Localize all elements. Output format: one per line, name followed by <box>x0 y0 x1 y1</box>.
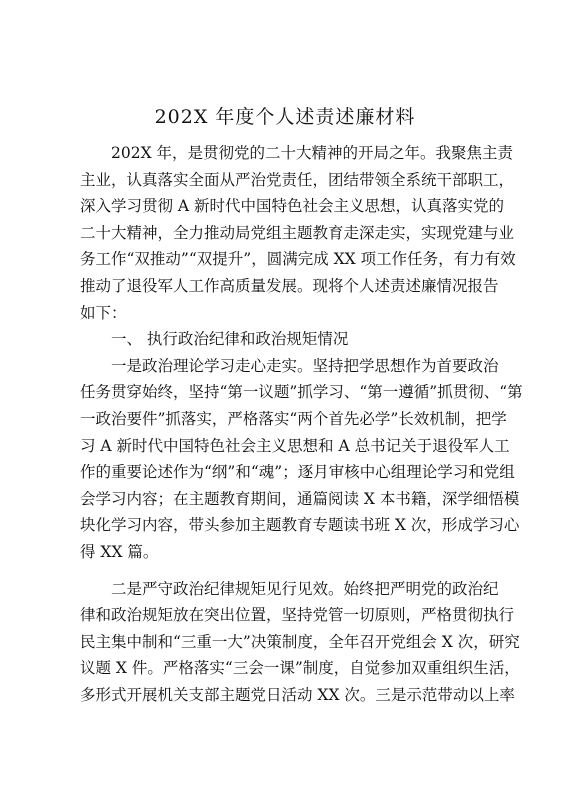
paragraph-line: 多形式开展机关支部主题党日活动 XX 次。三是示范带动以上率 <box>80 685 515 704</box>
paragraph-line: 律和政治规矩放在突出位置，坚持党管一切原则，严格贯彻执行 <box>80 606 515 625</box>
paragraph-line: 202X 年，是贯彻党的二十大精神的开局之年。我聚焦主责 <box>111 144 514 162</box>
paragraph-line: 得 XX 篇。 <box>80 542 159 561</box>
paragraph-line: 议题 X 件。严格落实“三会一课”制度，自觉参加双重组织生活， <box>80 659 520 678</box>
paragraph-line: 深入学习贯彻 A 新时代中国特色社会主义思想，认真落实党的 <box>80 197 505 216</box>
paragraph-line: 任务贯穿始终，坚持“第一议题”抓学习、“第一遵循”抓贯彻、“第 <box>80 383 523 402</box>
paragraph-gap <box>80 566 492 576</box>
paragraph-line: 块化学习内容，带头参加主题教育专题读书班 X 次，形成学习心 <box>80 516 520 535</box>
paragraph-line: 推动了退役军人工作高质量发展。现将个人述责述廉情况报告 <box>80 276 499 295</box>
paragraph-line: 如下： <box>80 303 127 322</box>
document-body <box>80 140 523 708</box>
document-title: 202X 年度个人述责述廉材料 <box>154 106 416 128</box>
paragraph-line: 会学习内容；在主题教育期间，通篇阅读 X 本书籍，深学细悟模 <box>80 489 520 508</box>
paragraph-line: 一是政治理论学习走心走实。坚持把学思想作为首要政治 <box>111 356 499 375</box>
paragraph-line: 务工作“双推动”“双提升”，圆满完成 XX 项工作任务，有力有效 <box>80 250 516 269</box>
paragraph-line: 二是严守政治纪律规矩见行见效。始终把严明党的政治纪 <box>111 579 499 598</box>
paragraph-line: 主业，认真落实全面从严治党责任，团结带领全系统干部职工， <box>80 170 515 189</box>
paragraph-line: 二十大精神，全力推动局党组主题教育走深走实，实现党建与业 <box>80 223 515 242</box>
paragraph-line: 一政治要件”抓落实，严格落实“两个首先必学”长效机制，把学 <box>80 409 507 428</box>
paragraph-line: 习 A 新时代中国特色社会主义思想和 A 总书记关于退役军人工 <box>80 436 510 455</box>
paragraph-line: 民主集中制和“三重一大”决策制度，全年召开党组会 X 次，研究 <box>80 632 520 651</box>
section-heading: 一、 执行政治纪律和政治规矩情况 <box>111 330 349 349</box>
paragraph-line: 作的重要论述作为“纲”和“魂”；逐月审核中心组理论学习和党组 <box>80 463 515 482</box>
